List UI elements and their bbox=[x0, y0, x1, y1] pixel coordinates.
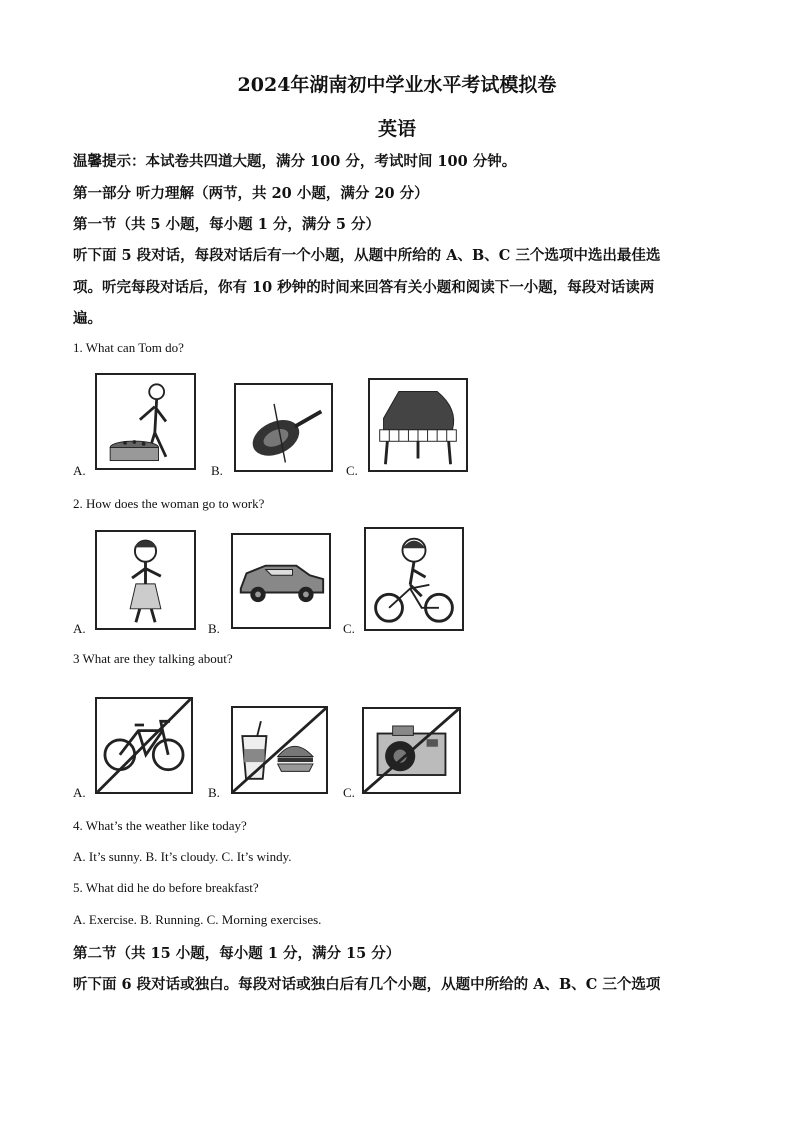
crossed-bicycle-picture bbox=[95, 697, 193, 794]
option-label-b: B. bbox=[208, 621, 220, 636]
option-label-a: A. bbox=[73, 785, 86, 800]
question-3: 3 What are they talking about? bbox=[73, 651, 233, 666]
section2-heading: 第二节（共 15 小题，每小题 1 分，满分 15 分） bbox=[73, 945, 401, 962]
question-4-options: A. It’s sunny. B. It’s cloudy. C. It’s windy. bbox=[73, 849, 292, 864]
car-picture bbox=[231, 533, 331, 629]
question-4: 4. What’s the weather like today? bbox=[73, 818, 247, 833]
section1-heading: 第一节（共 5 小题，每小题 1 分，满分 5 分） bbox=[73, 216, 381, 233]
section1-instruction-line: 项。听完每段对话后，你有 10 秒钟的时间来回答有关小题和阅读下一小题，每段对话读两 bbox=[73, 279, 655, 296]
question-2: 2. How does the woman go to work? bbox=[73, 496, 265, 511]
crossed-fastfood-picture bbox=[231, 706, 328, 794]
section1-instruction-line: 听下面 5 段对话，每段对话后有一个小题，从题中所给的 A、B、C 三个选项中选出最佳选 bbox=[73, 247, 661, 264]
option-label-c: C. bbox=[346, 463, 358, 478]
option-label-a: A. bbox=[73, 463, 86, 478]
option-label-a: A. bbox=[73, 621, 86, 636]
option-label-b: B. bbox=[211, 463, 223, 478]
piano-picture bbox=[368, 378, 468, 472]
question-5-options: A. Exercise. B. Running. C. Morning exercises. bbox=[73, 912, 322, 927]
option-label-c: C. bbox=[343, 621, 355, 636]
walking-girl-picture bbox=[95, 530, 196, 630]
option-label-b: B. bbox=[208, 785, 220, 800]
tip-line: 温馨提示：本试卷共四道大题，满分 100 分，考试时间 100 分钟。 bbox=[73, 153, 517, 170]
drum-player-picture bbox=[95, 373, 196, 470]
exam-title: 2024年湖南初中学业水平考试模拟卷 bbox=[237, 74, 557, 96]
part1-heading: 第一部分 听力理解（两节，共 20 小题，满分 20 分） bbox=[73, 185, 429, 202]
question-1: 1. What can Tom do? bbox=[73, 340, 184, 355]
violin-picture bbox=[234, 383, 333, 472]
section1-instruction-line: 遍。 bbox=[73, 310, 102, 327]
subject-title: 英语 bbox=[377, 118, 416, 140]
section2-instruction-line: 听下面 6 段对话或独白。每段对话或独白后有几个小题，从题中所给的 A、B、C 三个选项 bbox=[73, 976, 661, 993]
option-label-c: C. bbox=[343, 785, 355, 800]
crossed-camera-picture bbox=[362, 707, 461, 794]
bicycle-rider-picture bbox=[364, 527, 464, 631]
question-5: 5. What did he do before breakfast? bbox=[73, 880, 259, 895]
